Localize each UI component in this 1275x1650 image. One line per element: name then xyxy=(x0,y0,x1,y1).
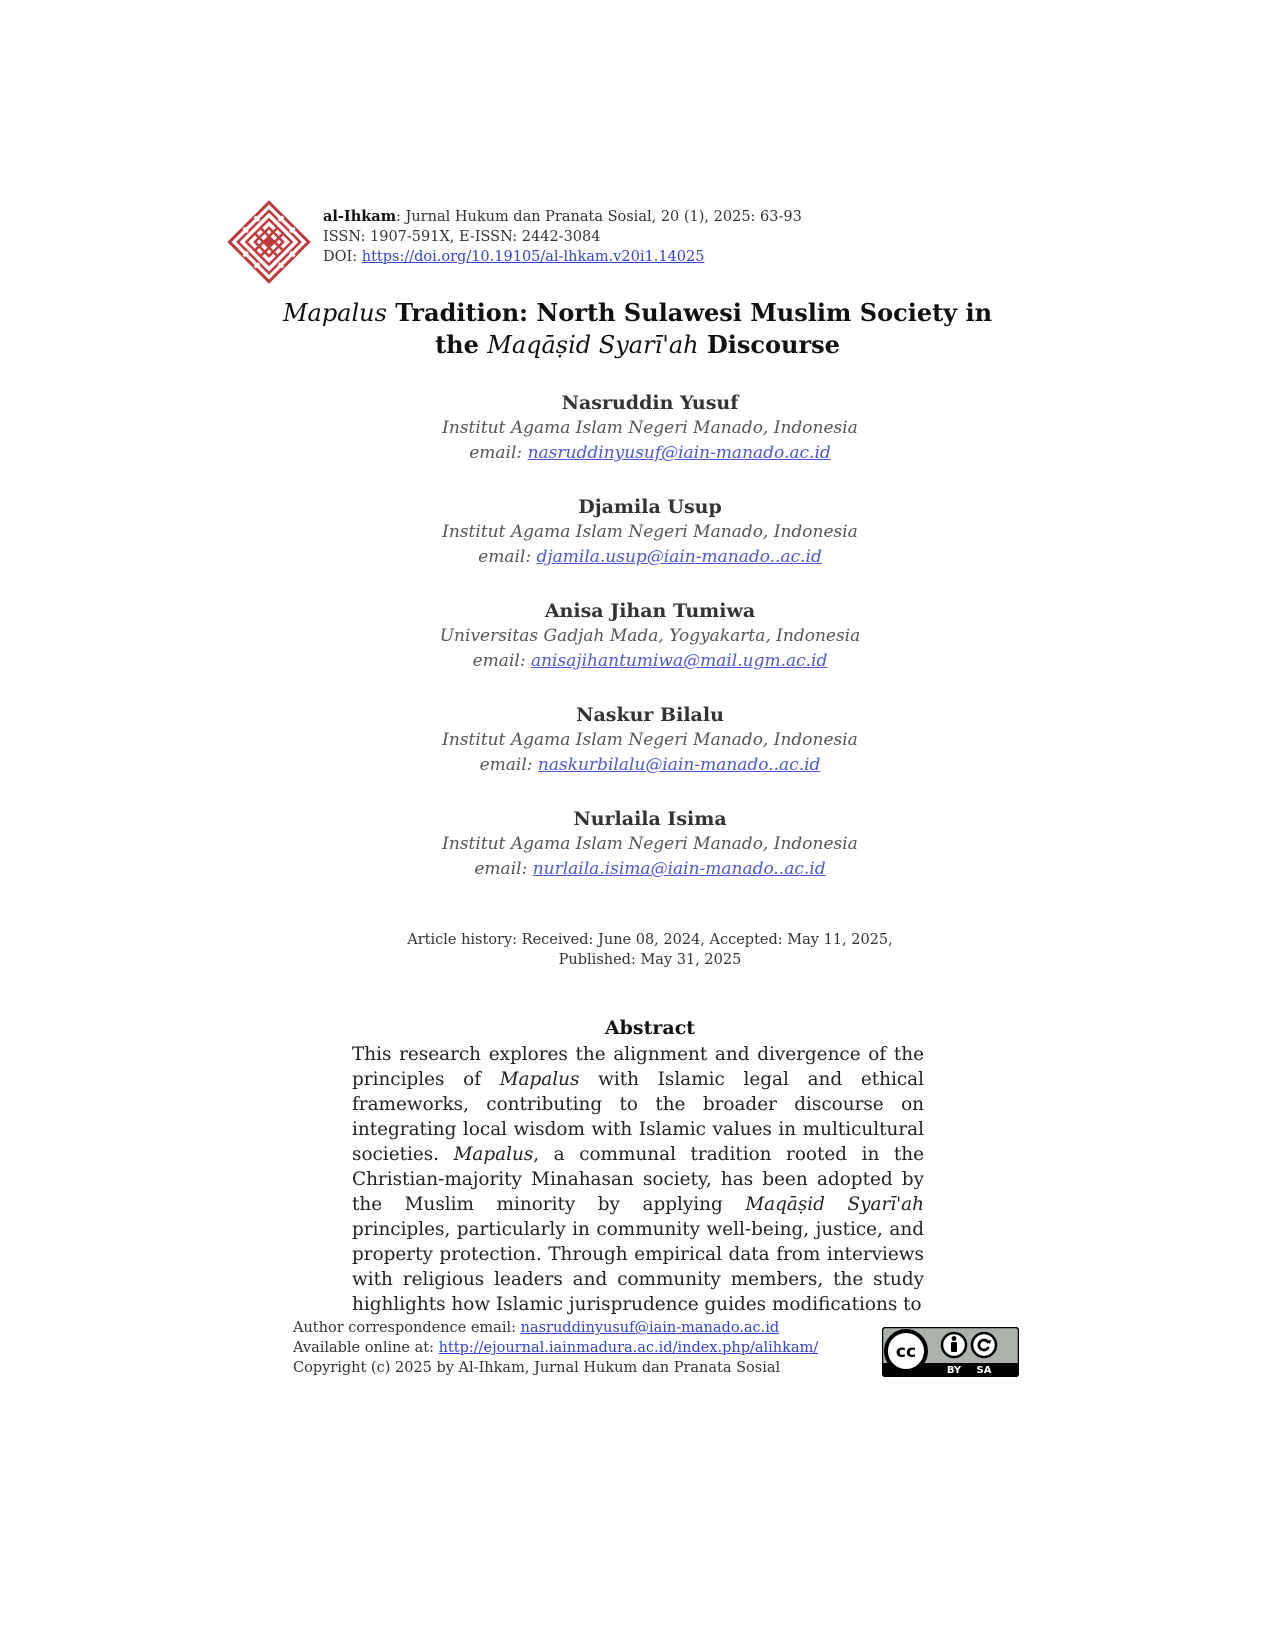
author-affiliation: Universitas Gadjah Mada, Yogyakarta, Indonesia xyxy=(439,626,861,646)
abstract-text: with Islamic legal and ethical frameworks, contributing to the broader discourse on integrating local wisdom with Islamic values in multicultural societies. xyxy=(352,1069,924,1165)
abstract-text: principles, particularly in community well-being, justice, and property protection. Through empirical data from interviews with religious leaders and community members, the study highlights how Islamic jurisprudence guides modifications to xyxy=(352,1219,924,1315)
doi-line xyxy=(323,247,802,267)
doi-label: DOI: xyxy=(323,249,362,265)
journal-citation-line xyxy=(323,207,802,227)
author-email-link[interactable]: nurlaila.isima@iain-manado..ac.id xyxy=(532,859,826,879)
author-name: Nurlaila Isima xyxy=(573,808,727,830)
abstract-text: This research explores the alignment and divergence of the principles of xyxy=(352,1044,924,1090)
author-email-line xyxy=(350,857,950,882)
article-history xyxy=(350,930,950,970)
author-block xyxy=(350,598,950,702)
title-line-1 xyxy=(230,297,1045,329)
author-block xyxy=(350,494,950,598)
journal-url-link[interactable]: http://ejournal.iainmadura.ac.id/index.php/alihkam/ xyxy=(438,1340,819,1356)
title-italic-2: Maqāṣid Syarī'ah xyxy=(487,331,699,359)
author-email-line xyxy=(350,545,950,570)
doi-link[interactable]: https://doi.org/10.19105/al-lhkam.v20i1.14025 xyxy=(361,249,705,265)
author-email-line xyxy=(350,753,950,778)
by-label: BY xyxy=(946,1365,962,1376)
author-email-link[interactable]: djamila.usup@iain-manado..ac.id xyxy=(536,547,822,567)
author-affiliation: Institut Agama Islam Negeri Manado, Indonesia xyxy=(442,834,858,854)
author-affiliation: Institut Agama Islam Negeri Manado, Indonesia xyxy=(442,730,858,750)
journal-header xyxy=(225,200,845,280)
history-line-1: Article history: Received: June 08, 2024, Accepted: May 11, 2025, xyxy=(407,932,893,948)
copyright-line: Copyright (c) 2025 by Al-Ihkam, Jurnal Hukum dan Pranata Sosial xyxy=(293,1360,781,1376)
abstract-heading: Abstract xyxy=(604,1017,696,1039)
title-italic-1: Mapalus xyxy=(282,299,387,327)
author-email-line xyxy=(350,441,950,466)
author-block xyxy=(350,806,950,910)
journal-logo-icon xyxy=(225,200,313,284)
title-text-2: the xyxy=(435,330,488,359)
email-label: email: xyxy=(479,755,538,775)
author-affiliation: Institut Agama Islam Negeri Manado, Indonesia xyxy=(442,418,858,438)
author-affiliation: Institut Agama Islam Negeri Manado, Indonesia xyxy=(442,522,858,542)
abstract-body xyxy=(352,1042,924,1317)
cc-by-sa-license-icon[interactable] xyxy=(882,1327,1019,1377)
journal-info xyxy=(323,207,802,267)
email-label: email: xyxy=(472,651,531,671)
author-name: Anisa Jihan Tumiwa xyxy=(544,600,756,622)
issn-line: ISSN: 1907-591X, E-ISSN: 2442-3084 xyxy=(323,229,601,245)
author-email-link[interactable]: naskurbilalu@iain-manado..ac.id xyxy=(537,755,821,775)
article-title xyxy=(230,297,1045,361)
title-line-2 xyxy=(230,329,1045,361)
title-text-1: Tradition: North Sulawesi Muslim Society in xyxy=(386,298,993,327)
author-email-line xyxy=(350,649,950,674)
correspondence-line xyxy=(293,1318,818,1338)
author-name: Nasruddin Yusuf xyxy=(561,392,739,414)
abstract-text: , a communal tradition rooted in the Christian-majority Minahasan society, has been adopted by the Muslim minority by applying xyxy=(352,1144,924,1215)
email-label: email: xyxy=(474,859,533,879)
author-name: Naskur Bilalu xyxy=(576,704,724,726)
author-block xyxy=(350,390,950,494)
journal-name: al-Ihkam xyxy=(323,208,397,225)
sa-label: SA xyxy=(976,1365,992,1376)
email-label: email: xyxy=(469,443,528,463)
cc-label: cc xyxy=(895,1342,917,1362)
email-label: email: xyxy=(478,547,537,567)
author-email-link[interactable]: nasruddinyusuf@iain-manado.ac.id xyxy=(527,443,831,463)
author-email-link[interactable]: anisajihantumiwa@mail.ugm.ac.id xyxy=(530,651,828,671)
journal-citation: : Jurnal Hukum dan Pranata Sosial, 20 (1), 2025: 63-93 xyxy=(396,209,802,225)
page-footer xyxy=(293,1318,818,1378)
author-name: Djamila Usup xyxy=(578,496,722,518)
correspondence-email-link[interactable]: nasruddinyusuf@iain-manado.ac.id xyxy=(520,1320,780,1336)
author-block xyxy=(350,702,950,806)
history-line-2: Published: May 31, 2025 xyxy=(558,952,742,968)
available-line xyxy=(293,1338,818,1358)
abstract-italic: Maqāṣid Syarī'ah xyxy=(745,1194,924,1215)
correspondence-label: Author correspondence email: xyxy=(293,1320,521,1336)
abstract-italic: Mapalus xyxy=(499,1069,580,1090)
available-label: Available online at: xyxy=(293,1340,439,1356)
author-list xyxy=(350,390,950,910)
title-text-3: Discourse xyxy=(698,330,840,359)
abstract-italic: Mapalus xyxy=(453,1144,534,1165)
